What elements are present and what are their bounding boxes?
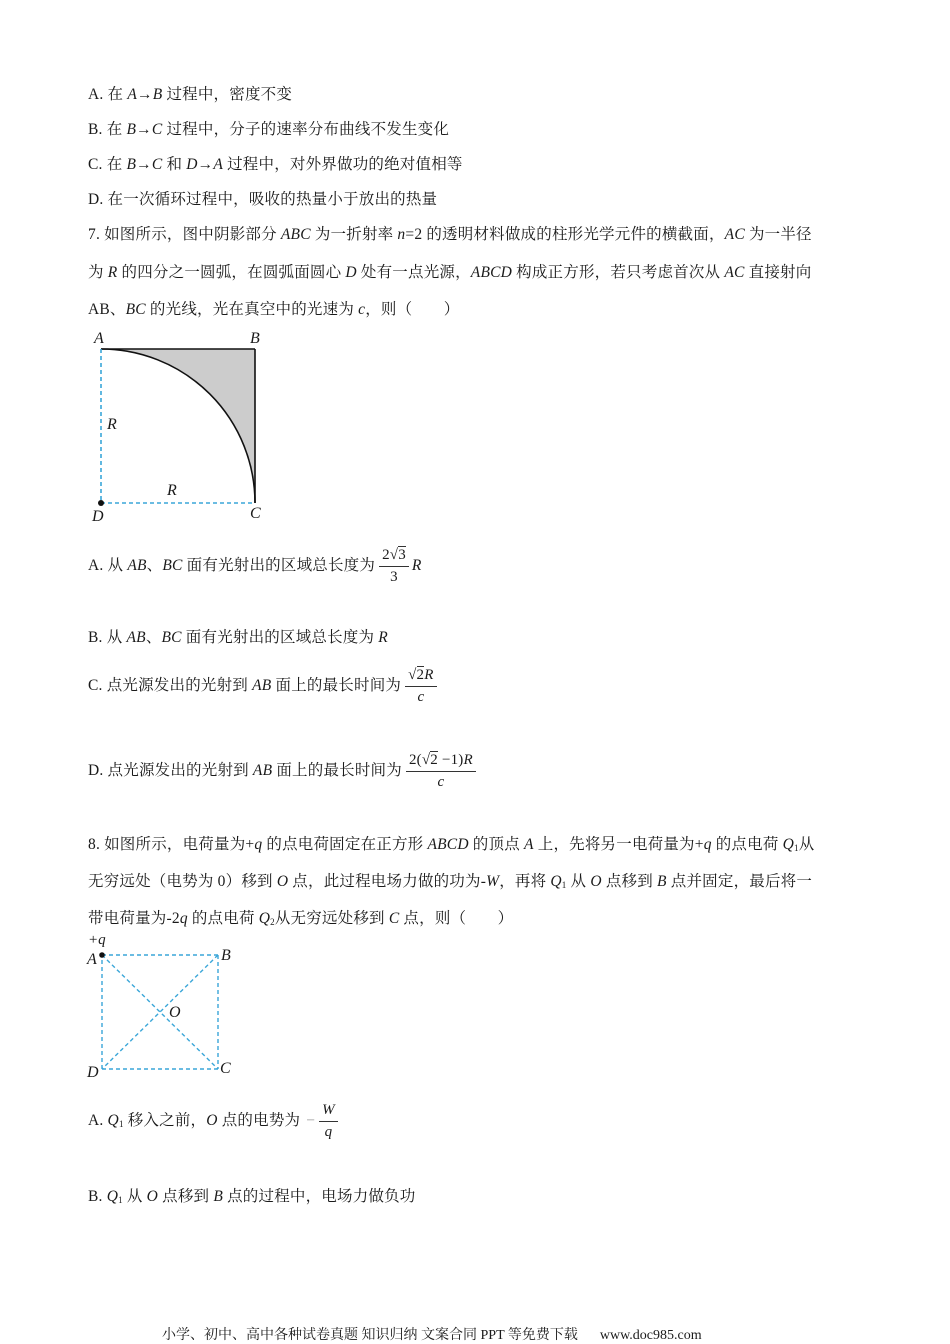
page-footer (162, 1324, 702, 1344)
option-text: D. 在一次循环过程中，吸收的热量小于放出的热量 (88, 191, 438, 208)
q6-option-d (88, 187, 437, 209)
math-var: Q (258, 910, 271, 927)
text: 从 (122, 1188, 147, 1205)
denominator: 3 (390, 568, 398, 585)
math-var: Q (782, 836, 795, 853)
text: 点，此过程电场力做的功为- (288, 873, 487, 890)
denominator: c (417, 688, 425, 705)
numerator: W (319, 1101, 338, 1122)
q6-option-a (88, 82, 292, 104)
math-var: AB (126, 629, 146, 646)
q8-figure (80, 930, 250, 1090)
text: 为一半径 (744, 226, 812, 243)
math-var: AC (724, 226, 745, 243)
text: 的点电荷 (187, 910, 259, 927)
q7-option-a (88, 543, 422, 589)
math-var: W (486, 873, 500, 890)
point-light-source (98, 500, 104, 506)
option-text: 过程中，分子的速率分布曲线不发生变化 (162, 121, 450, 138)
option-label: B. (88, 1188, 107, 1205)
text: 带电荷量为-2 (88, 910, 180, 927)
text: 的点电荷固定在正方形 (262, 836, 428, 853)
text: 面上的最长时间为 (271, 677, 402, 694)
text: 点移到 (601, 873, 658, 890)
subscript: 1 (118, 1119, 124, 1129)
math-var: ABC (280, 226, 311, 243)
math-var: Q (106, 1188, 119, 1205)
denominator: c (437, 773, 445, 790)
text: 点的过程中，电场力做负功 (223, 1188, 416, 1205)
math-var: AB (127, 557, 147, 574)
math-var: R (463, 751, 473, 768)
option-label: C. 点光源发出的光射到 (88, 677, 253, 694)
math-var: B (657, 873, 667, 890)
q7-option-c (88, 663, 437, 709)
text: 上，先将另一电荷量为+ (533, 836, 704, 853)
label-b: B (221, 947, 231, 964)
option-label: D. 点光源发出的光射到 (88, 762, 253, 779)
fraction (379, 546, 409, 587)
text: 的光线，光在真空中的光速为 (145, 301, 359, 318)
text: =2 的透明材料做成的柱形光学元件的横截面， (405, 226, 725, 243)
math-var: Q (107, 1112, 119, 1129)
minus-sign: − (306, 1112, 316, 1129)
math-var: C (388, 910, 400, 927)
text: 从无穷远处移到 (274, 910, 389, 927)
footer-url[interactable]: www.doc985.com (599, 1328, 702, 1343)
label-a: A (94, 330, 104, 347)
option-text: 过程中，对外界做功的绝对值相等 (223, 156, 463, 173)
math-expr: A→B (127, 86, 163, 103)
q7-figure (85, 325, 285, 530)
text: 从 (798, 836, 815, 853)
q8-option-a (88, 1098, 338, 1147)
q7-stem-line2 (88, 260, 811, 282)
label-b: B (250, 330, 260, 347)
text: 为 (88, 264, 108, 281)
label-o: O (169, 1004, 181, 1021)
text: 点并固定，最后将一 (666, 873, 813, 890)
math-var: B (213, 1188, 224, 1205)
text: 2( (408, 751, 422, 768)
math-var: R (107, 264, 118, 281)
math-var: BC (125, 301, 146, 318)
text: 面上的最长时间为 (272, 762, 402, 779)
math-var: c (358, 301, 366, 318)
radicand: 2 (430, 751, 438, 768)
math-var: BC (162, 557, 183, 574)
label-d: D (87, 1064, 99, 1081)
math-var: R (411, 557, 422, 574)
option-label: A. 从 (88, 557, 128, 574)
q8-stem-line3 (88, 906, 513, 928)
numerator: 2(√2 −1)R (406, 751, 476, 772)
text: 无穷远处（电势为 0）移到 (88, 873, 277, 890)
q8-stem-line1 (88, 832, 814, 854)
text: 为一折射率 (310, 226, 398, 243)
text: ，则（ ） (365, 301, 460, 318)
point-charge-a (99, 952, 105, 958)
coef: 2 (382, 546, 390, 563)
subscript: 1 (561, 880, 567, 890)
text: 的顶点 (468, 836, 524, 853)
label-charge: +q (88, 932, 106, 948)
math-var: q (703, 836, 712, 853)
label-d: D (92, 508, 104, 525)
q7-option-b (88, 625, 388, 647)
text: 点的电势为 (217, 1112, 301, 1129)
option-label: B. 从 (88, 629, 127, 646)
math-var: q (179, 910, 188, 927)
text: 、 (146, 557, 163, 574)
text: 面有光射出的区域总长度为 (181, 629, 379, 646)
label-c: C (220, 1060, 231, 1077)
numerator: 2√3 (379, 546, 409, 567)
footer-text: 小学、初中、高中各种试卷真题 知识归纳 文案合同 PPT 等免费下载 (162, 1328, 578, 1343)
q7-stem-line3 (88, 297, 459, 319)
math-var: O (146, 1188, 159, 1205)
label-c: C (250, 505, 261, 522)
math-expr: B→C (126, 121, 163, 138)
text: 、 (145, 629, 162, 646)
subscript: 2 (270, 917, 275, 927)
math-var: AB (252, 762, 273, 779)
text: 7. 如图所示，图中阴影部分 (88, 226, 281, 243)
math-expr: D→A (186, 156, 224, 173)
text: 处有一点光源， (356, 264, 471, 281)
shaded-region-abc (101, 349, 255, 503)
text: 移入之前， (123, 1112, 207, 1129)
math-var: A (524, 836, 534, 853)
q7-option-d (88, 748, 476, 794)
label-r-horizontal: R (167, 482, 177, 499)
text: 的点电荷 (711, 836, 783, 853)
q8-stem-line2 (88, 869, 812, 891)
math-var: AB (252, 677, 272, 694)
radicand: 3 (398, 546, 406, 563)
text: ，再将 (499, 873, 551, 890)
q7-stem-line1 (88, 222, 812, 244)
math-var: O (276, 873, 289, 890)
math-var: n (397, 226, 406, 243)
text: 点移到 (158, 1188, 214, 1205)
text: 构成正方形，若只考虑首次从 (512, 264, 725, 281)
text: AB、 (88, 301, 126, 318)
fraction (319, 1101, 338, 1142)
radicand: 2 (416, 666, 425, 683)
subscript: 1 (118, 1195, 123, 1205)
math-var: ABCD (470, 264, 513, 281)
label-r-vertical: R (107, 416, 117, 433)
math-var: R (378, 629, 388, 646)
math-var: AC (724, 264, 745, 281)
option-text: 过程中，密度不变 (162, 86, 293, 103)
math-var: D (345, 264, 357, 281)
q6-option-c (88, 152, 463, 174)
text: 面有光射出的区域总长度为 (182, 557, 376, 574)
text: 的四分之一圆弧，在圆弧面圆心 (117, 264, 346, 281)
text: 直接射向 (744, 264, 812, 281)
math-var: BC (161, 629, 182, 646)
denominator: q (324, 1123, 333, 1140)
label-a: A (87, 951, 97, 968)
option-text: 和 (162, 156, 187, 173)
numerator: √2R (405, 666, 437, 687)
q8-option-b (88, 1184, 416, 1206)
option-label: C. 在 (88, 156, 127, 173)
text: 从 (566, 873, 591, 890)
math-expr: B→C (126, 156, 163, 173)
math-var: q (254, 836, 263, 853)
subscript: 1 (794, 843, 799, 853)
math-var: Q (550, 873, 562, 890)
math-var: ABCD (427, 836, 469, 853)
q6-option-b (88, 117, 449, 139)
text: −1) (438, 751, 464, 768)
math-var: O (206, 1112, 218, 1129)
fraction (406, 751, 476, 792)
math-var: O (590, 873, 602, 890)
option-label: A. 在 (88, 86, 128, 103)
math-var: R (424, 666, 434, 683)
text: 8. 如图所示，电荷量为+ (88, 836, 255, 853)
option-label: A. (88, 1112, 108, 1129)
fraction (405, 666, 437, 707)
text: 点，则（ ） (399, 910, 514, 927)
option-label: B. 在 (88, 121, 127, 138)
